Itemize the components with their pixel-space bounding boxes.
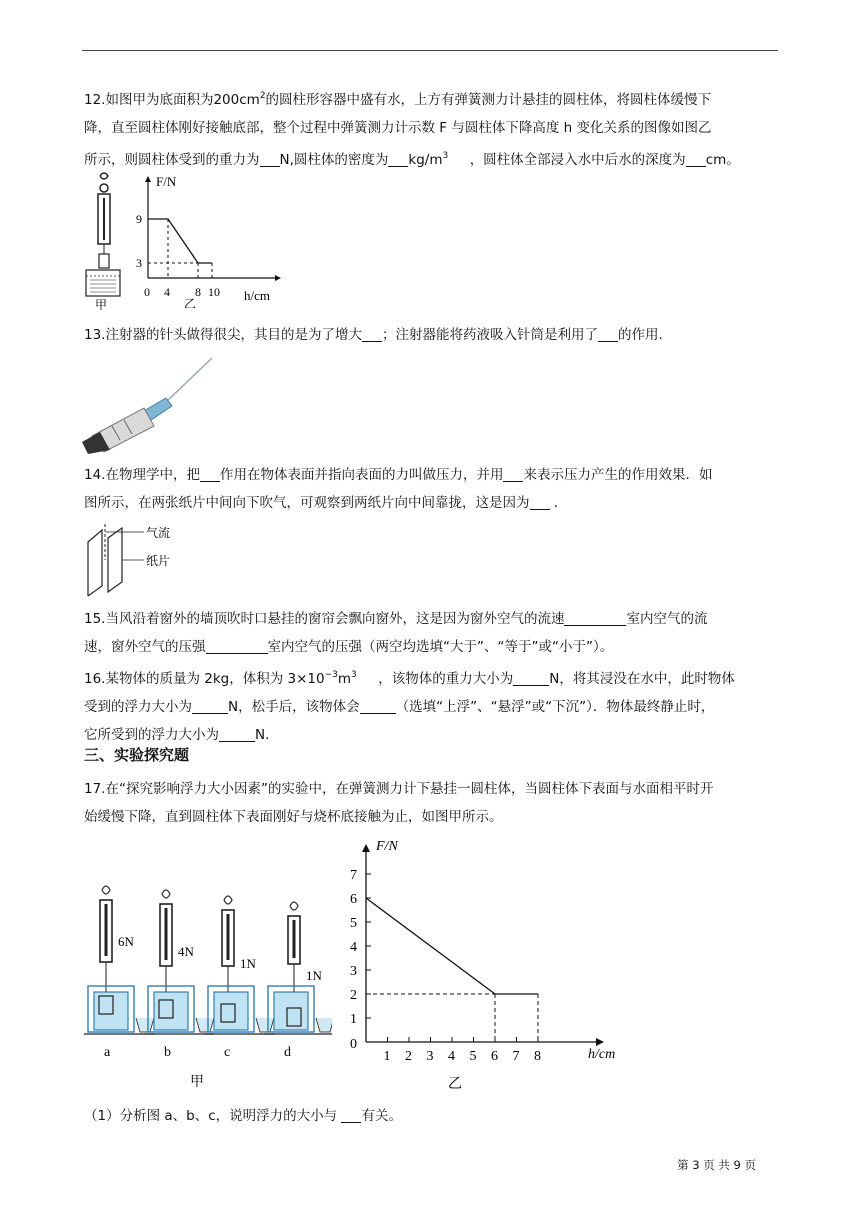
question-15: 15.当风沿着窗外的墙顶吹时口悬挂的窗帘会飘向窗外，这是因为窗外空气的流速 室内空气的流 速，窗外空气的压强 室内空气的压强（两空均选填“大于”、“等于”或“小于”）。: [84, 611, 708, 655]
question-16: 16.某物体的质量为 2kg，体积为 $3\times 10^{-3}m^3$ ，该物体的重力大小为 N，将其浸没在水中，此时物体 受到的浮力大小为 N，松手后，该物体会 （选填“上浮”、“悬浮”或“下沉”）．物体最终静止时， 它所受到的浮力大小为 N.: [84, 670, 735, 743]
q12-figure-apparatus: [82, 170, 126, 310]
small-cup: [316, 1018, 332, 1032]
answer-blank[interactable]: [200, 465, 220, 482]
x-tick-label: 3: [426, 1049, 434, 1064]
y-tick-label: 9: [136, 212, 142, 226]
y-tick-label: 1: [350, 1012, 357, 1027]
figure-caption: 甲: [95, 298, 108, 310]
small-cup: [256, 1018, 274, 1032]
answer-blank[interactable]: [530, 493, 550, 510]
answer-blank[interactable]: [513, 669, 549, 686]
answer-blank[interactable]: [260, 150, 280, 167]
scale-reading: 1N: [306, 968, 322, 983]
y-tick-label: 3: [350, 964, 357, 979]
x-tick-label: 4: [448, 1049, 455, 1064]
q17-figure-apparatus: [82, 880, 332, 1090]
origin-label: 0: [144, 285, 150, 299]
answer-blank[interactable]: [192, 697, 228, 714]
scale-hook: [224, 896, 232, 904]
figure-caption: 甲: [190, 1075, 204, 1090]
force-curve: [148, 219, 212, 263]
x-tick-label: 7: [512, 1049, 520, 1064]
y-tick-label: 2: [350, 988, 357, 1003]
panel-label: c: [224, 1045, 231, 1060]
x-tick-label: 1: [383, 1049, 391, 1064]
small-cup: [196, 1018, 214, 1032]
x-tick-label: 8: [534, 1049, 541, 1064]
scale-reading: 6N: [118, 934, 134, 949]
origin-label: 0: [350, 1037, 357, 1052]
x-tick-label: 10: [208, 285, 220, 299]
y-tick-label: 3: [136, 256, 142, 270]
y-tick-label: 4: [350, 940, 357, 955]
x-tick-label: 6: [491, 1049, 498, 1064]
answer-blank[interactable]: [362, 325, 382, 342]
question-13: 13.注射器的针头做得很尖，其目的是为了增大 ；注射器能将药液吸入针筒是利用了 的作用.: [84, 327, 663, 343]
label-paper: 纸片: [146, 554, 171, 568]
q12-graph-f-vs-h: [128, 172, 288, 308]
force-curve: [366, 898, 538, 994]
question-17-part-1: （1）分析图 a、b、c，说明浮力的大小与 有关。: [84, 1108, 402, 1124]
syringe-image: [82, 356, 214, 454]
scale-reading: 1N: [240, 956, 256, 971]
axis-label-x: h/cm: [244, 288, 270, 303]
y-tick-label: 7: [350, 868, 357, 883]
answer-blank[interactable]: [503, 465, 523, 482]
answer-blank[interactable]: [686, 150, 706, 167]
answer-blank[interactable]: [206, 637, 268, 654]
x-tick-label: 2: [405, 1049, 412, 1064]
answer-blank[interactable]: [388, 150, 408, 167]
scale-hook: [290, 902, 298, 910]
paper-sheets-figure: [82, 520, 192, 596]
question-12: 12.如图甲为底面积为$200cm^2$的圆柱形容器中盛有水，上方有弹簧测力计悬挂的圆柱体，将圆柱体缓慢下 降，直至圆柱体刚好接触底部，整个过程中弹簧测力计示数 F 与圆柱体下降高度 h 变化关系的图像如图乙 所示，则圆柱体受到的重力为 N,圆柱体的密度为 $kg/m^3$ ，圆柱体全部浸入水中后水的深度为 cm。: [84, 91, 740, 168]
scale-hook: [162, 890, 170, 898]
y-tick-label: 5: [350, 916, 357, 931]
y-axis-arrow: [362, 844, 370, 852]
page-footer: 第 3 页 共 9 页: [677, 1158, 756, 1172]
figure-caption: 乙: [184, 297, 197, 308]
x-tick-label: 4: [164, 285, 170, 299]
answer-blank[interactable]: [341, 1106, 361, 1123]
label-airflow: 气流: [146, 526, 171, 540]
axis-label-x: h/cm: [588, 1047, 616, 1062]
beaker-water: [274, 992, 308, 1030]
x-tick-label: 8: [195, 285, 201, 299]
axis-label-y: F/N: [376, 839, 398, 854]
answer-blank[interactable]: [360, 697, 396, 714]
section-heading: 三、实验探究题: [84, 746, 190, 764]
x-tick-label: 5: [469, 1049, 477, 1064]
header-rule: [82, 50, 778, 51]
q17-graph-f-vs-h: [338, 832, 628, 1092]
figure-caption: 乙: [448, 1077, 462, 1092]
axis-label-y: F/N: [156, 174, 177, 189]
panel-label: a: [104, 1045, 111, 1060]
y-tick-label: 6: [350, 892, 357, 907]
small-cup: [136, 1018, 154, 1032]
question-14: 14.在物理学中，把 作用在物体表面并指向表面的力叫做压力，并用 来表示压力产生的作用效果．如 图所示，在两张纸片中间向下吹气，可观察到两纸片向中间靠拢，这是因为 ．: [84, 467, 713, 511]
answer-blank[interactable]: [598, 325, 618, 342]
scale-reading: 4N: [178, 944, 194, 959]
panel-label: b: [164, 1045, 171, 1060]
panel-label: d: [284, 1045, 291, 1060]
question-17: 17.在“探究影响浮力大小因素”的实验中，在弹簧测力计下悬挂一圆柱体，当圆柱体下表面与水面相平时开 始缓慢下降，直到圆柱体下表面刚好与烧杯底接触为止，如图甲所示。: [84, 781, 714, 825]
answer-blank[interactable]: [564, 609, 626, 626]
beaker-water: [214, 992, 248, 1030]
answer-blank[interactable]: [219, 725, 255, 742]
scale-hook: [102, 886, 110, 894]
x-axis-arrow: [596, 1038, 604, 1046]
